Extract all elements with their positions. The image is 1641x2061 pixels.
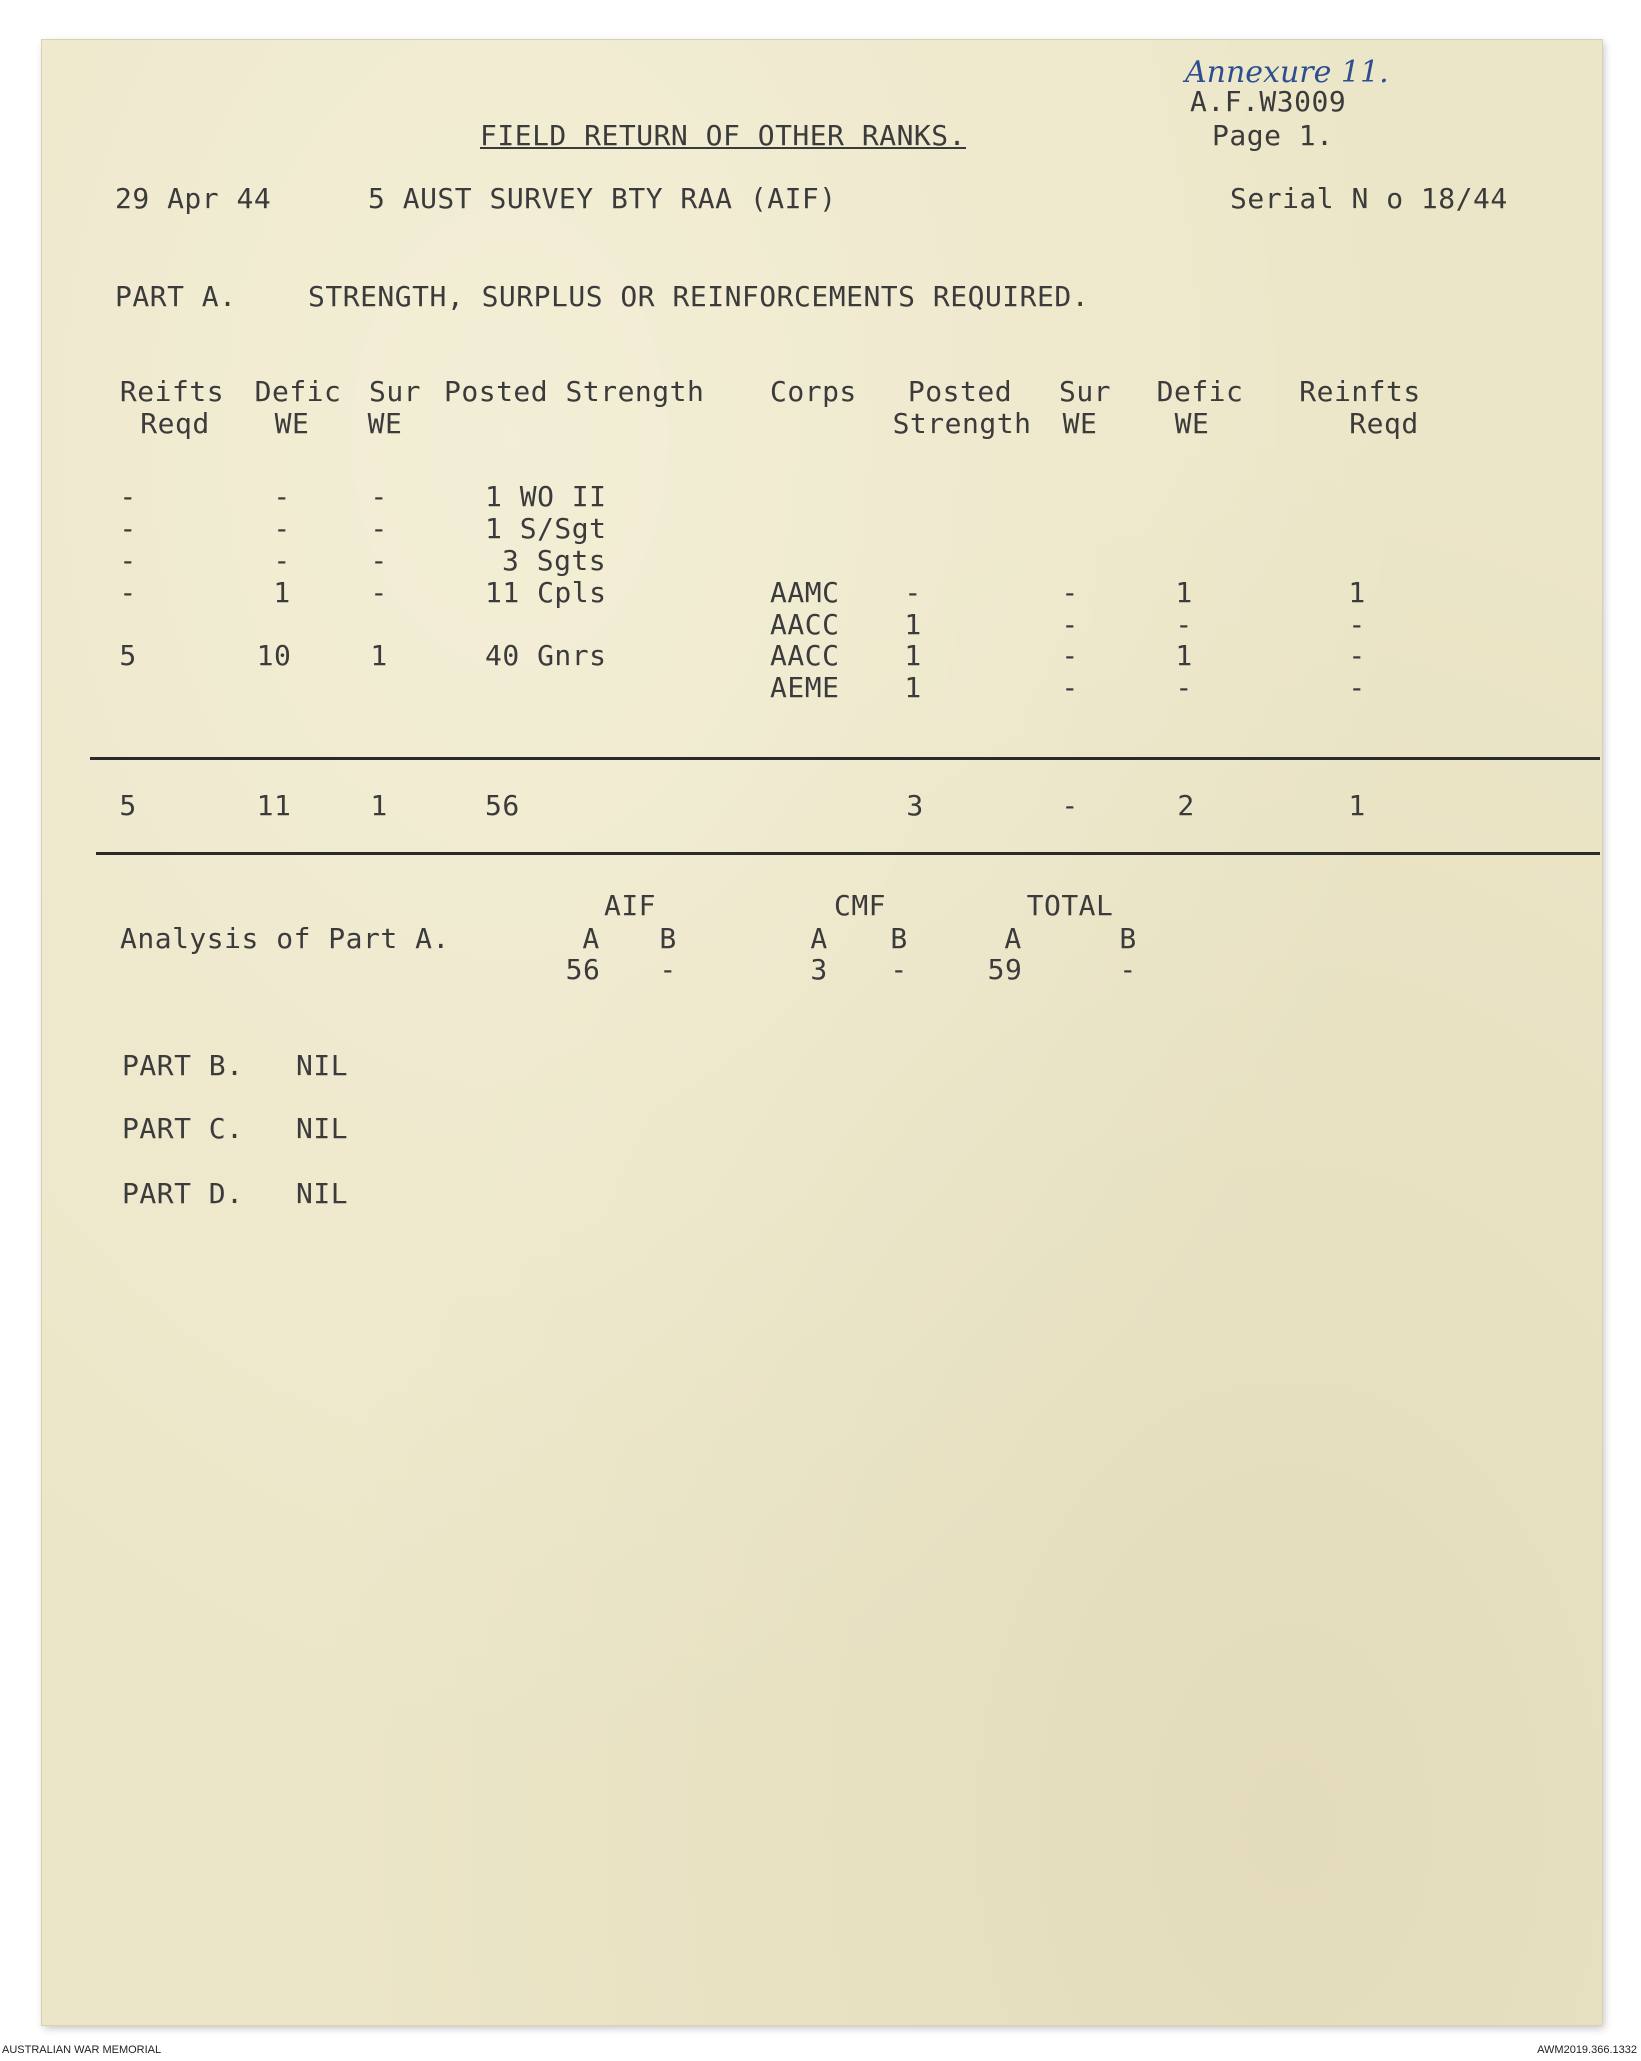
- analysis-total-b-value: -: [1119, 953, 1137, 986]
- col-header-r-defic-sub: WE: [1174, 407, 1210, 440]
- analysis-cmf-b-value: -: [890, 953, 908, 986]
- part-d-value: NIL: [296, 1177, 349, 1210]
- analysis-cmf-heading: CMF: [833, 889, 887, 922]
- analysis-aif-heading: AIF: [603, 889, 657, 922]
- col-header-defic: Defic: [254, 375, 342, 408]
- total-r-sur: -: [1061, 789, 1079, 822]
- row-4-defic: 1: [273, 576, 291, 609]
- return-date: 29 Apr 44: [115, 182, 272, 215]
- part-a-heading: PART A.: [115, 280, 237, 313]
- r-row-3-posted: 1: [904, 639, 922, 672]
- total-reinfts: 5: [119, 789, 137, 822]
- r-row-4-corps: AEME: [770, 671, 840, 704]
- totals-bottom-rule: [96, 852, 1600, 855]
- part-c-label: PART C.: [122, 1112, 244, 1145]
- part-b-value: NIL: [296, 1049, 349, 1082]
- row-2-defic: -: [273, 512, 291, 545]
- row-3-posted: 3 Sgts: [502, 544, 607, 577]
- r-row-1-posted: -: [904, 576, 922, 609]
- row-1-sur: -: [370, 480, 388, 513]
- col-header-r-reinfts-sub: Reqd: [1349, 407, 1419, 440]
- row-3-sur: -: [370, 544, 388, 577]
- total-posted: 56: [485, 789, 520, 822]
- r-row-3-sur: -: [1061, 639, 1079, 672]
- analysis-total-a-value: 59: [987, 953, 1023, 986]
- r-row-4-reinfts: -: [1348, 671, 1366, 704]
- r-row-3-corps: AACC: [770, 639, 840, 672]
- r-row-3-defic: 1: [1175, 639, 1193, 672]
- row-2-posted: 1 S/Sgt: [485, 512, 607, 545]
- row-5-sur: 1: [370, 639, 388, 672]
- analysis-aif-a-value: 56: [565, 953, 601, 986]
- row-1-defic: -: [273, 480, 291, 513]
- r-row-3-reinfts: -: [1348, 639, 1366, 672]
- analysis-cmf-a-value: 3: [810, 953, 828, 986]
- analysis-total-heading: TOTAL: [1026, 889, 1114, 922]
- r-row-1-reinfts: 1: [1348, 576, 1366, 609]
- total-defic: 11: [256, 789, 292, 822]
- col-header-r-defic: Defic: [1156, 375, 1244, 408]
- r-row-2-reinfts: -: [1348, 608, 1366, 641]
- r-row-4-defic: -: [1175, 671, 1193, 704]
- row-4-sur: -: [370, 576, 388, 609]
- r-row-4-sur: -: [1061, 671, 1079, 704]
- r-row-1-defic: 1: [1175, 576, 1193, 609]
- r-row-4-posted: 1: [904, 671, 922, 704]
- r-row-2-posted: 1: [904, 608, 922, 641]
- part-c-value: NIL: [296, 1112, 349, 1145]
- col-header-r-posted: Posted: [907, 375, 1013, 408]
- analysis-aif-b-value: -: [659, 953, 677, 986]
- analysis-total-a-label: A: [1004, 922, 1022, 955]
- analysis-cmf-b-label: B: [890, 922, 908, 955]
- col-header-r-posted-sub: Strength: [892, 407, 1032, 440]
- col-header-r-reinfts: Reinfts: [1299, 375, 1421, 408]
- col-header-r-sur: Sur: [1058, 375, 1112, 408]
- total-r-reinfts: 1: [1348, 789, 1366, 822]
- col-header-defic-sub: WE: [274, 407, 310, 440]
- archive-footer: [0, 2040, 1641, 2061]
- col-header-sur: Sur: [368, 375, 422, 408]
- total-r-defic: 2: [1177, 789, 1195, 822]
- part-d-label: PART D.: [122, 1177, 244, 1210]
- footer-institution: AUSTRALIAN WAR MEMORIAL: [2, 2044, 162, 2056]
- col-header-reinfts: Reifts: [119, 375, 225, 408]
- document-title: FIELD RETURN OF OTHER RANKS.: [480, 119, 967, 152]
- analysis-total-b-label: B: [1119, 922, 1137, 955]
- row-5-defic: 10: [256, 639, 292, 672]
- unit-name: 5 AUST SURVEY BTY RAA (AIF): [368, 182, 837, 215]
- handwritten-annotation: Annexure 11.: [1185, 55, 1389, 90]
- analysis-aif-b-label: B: [659, 922, 677, 955]
- col-header-reinfts-sub: Reqd: [140, 407, 210, 440]
- r-row-1-corps: AAMC: [770, 576, 840, 609]
- form-number: A.F.W3009: [1190, 85, 1347, 118]
- serial-number: Serial N o 18/44: [1230, 182, 1508, 215]
- analysis-aif-a-label: A: [582, 922, 600, 955]
- col-header-posted-strength: Posted Strength: [444, 375, 705, 408]
- total-r-posted: 3: [906, 789, 924, 822]
- total-sur: 1: [370, 789, 388, 822]
- scanned-sheet: [42, 40, 1602, 2025]
- row-4-reinfts: -: [119, 576, 137, 609]
- page-number: Page 1.: [1212, 119, 1334, 152]
- row-2-sur: -: [370, 512, 388, 545]
- part-b-label: PART B.: [122, 1049, 244, 1082]
- col-header-r-sur-sub: WE: [1062, 407, 1098, 440]
- r-row-2-corps: AACC: [770, 608, 840, 641]
- row-2-reinfts: -: [119, 512, 137, 545]
- analysis-cmf-a-label: A: [810, 922, 828, 955]
- totals-top-rule: [90, 757, 1600, 760]
- row-3-defic: -: [273, 544, 291, 577]
- row-1-reinfts: -: [119, 480, 137, 513]
- r-row-1-sur: -: [1061, 576, 1079, 609]
- row-5-reinfts: 5: [119, 639, 137, 672]
- row-4-posted: 11 Cpls: [485, 576, 607, 609]
- analysis-label: Analysis of Part A.: [120, 922, 450, 955]
- r-row-2-sur: -: [1061, 608, 1079, 641]
- col-header-sur-sub: WE: [367, 407, 403, 440]
- footer-accession-number: AWM2019.366.1332: [1537, 2044, 1637, 2056]
- r-row-2-defic: -: [1175, 608, 1193, 641]
- row-5-posted: 40 Gnrs: [485, 639, 607, 672]
- row-1-posted: 1 WO II: [485, 480, 607, 513]
- row-3-reinfts: -: [119, 544, 137, 577]
- col-header-corps: Corps: [770, 375, 857, 408]
- part-a-description: STRENGTH, SURPLUS OR REINFORCEMENTS REQUIRED.: [308, 280, 1090, 313]
